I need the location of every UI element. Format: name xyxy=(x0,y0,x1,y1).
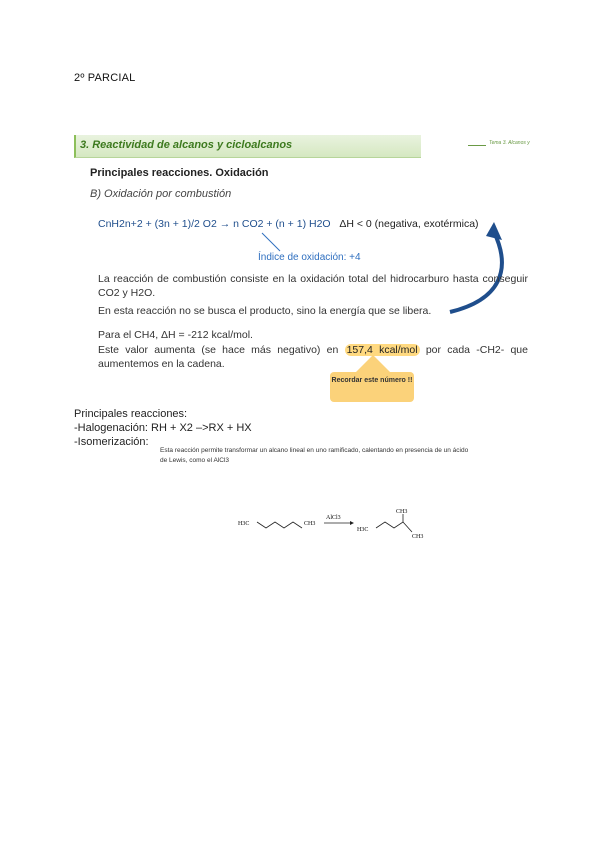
subtitle: Principales reacciones. Oxidación xyxy=(90,167,269,179)
oxidation-index-label: Índice de oxidación: +4 xyxy=(258,252,361,263)
reactions-heading: Principales reacciones: xyxy=(74,408,188,420)
right-end-label: CH3 xyxy=(304,521,316,527)
halogenation-line: -Halogenación: RH + X2 –>RX + HX xyxy=(74,422,252,434)
section-title: 3. Reactividad de alcanos y cicloalcanos xyxy=(80,139,293,151)
product-bottom-label: CH3 xyxy=(412,534,424,540)
page-heading: 2º PARCIAL xyxy=(74,72,136,84)
highlight-value: 157,4 kcal/mol xyxy=(346,344,418,356)
curved-arrow-head xyxy=(486,222,502,240)
paragraph-energy: En esta reacción no se busca el producto, sino la energía que se libera. xyxy=(98,305,432,317)
increase-post: por cada -CH2- que aumentemos en la cadena. xyxy=(98,344,528,370)
corner-note: Tema 3. Alcanos y xyxy=(489,140,530,146)
catalyst-label: AlCl3 xyxy=(326,515,341,521)
product-top-label: CH3 xyxy=(396,509,408,515)
callout-pointer xyxy=(356,355,390,372)
subsubtitle: B) Oxidación por combustión xyxy=(90,188,232,200)
linear-chain xyxy=(257,522,302,528)
isomerization-line: -Isomerización: xyxy=(74,436,149,448)
equation-enthalpy: ΔH < 0 (negativa, exotérmica) xyxy=(339,218,479,230)
reaction-arrowhead xyxy=(350,521,354,525)
paragraph-ch4: Para el CH4, ΔH = -212 kcal/mol. xyxy=(98,329,253,341)
paragraph-combustion: La reacción de combustión consiste en la oxidación total del hidrocarburo hasta conseguir CO2 y H2O. xyxy=(98,273,528,299)
callout-note: Recordar este número !! xyxy=(330,372,414,402)
product-left-label: H3C xyxy=(357,527,369,533)
equation-reactants: CnH2n+2 + (3n + 1)/2 O2 → n CO2 + (n + 1) H2O xyxy=(98,218,331,230)
paragraph-increase xyxy=(98,343,528,371)
branched-chain xyxy=(376,522,412,532)
isomerization-scheme xyxy=(230,505,430,550)
left-end-label: H3C xyxy=(238,521,250,527)
increase-pre: Este valor aumenta (se hace más negativo) en xyxy=(98,344,345,356)
isomerization-note: Esta reacción permite transformar un alcano lineal en uno ramificado, calentando en presencia de un ácido de Lewis, como el AlCl3 xyxy=(160,447,469,464)
oxidation-pointer-line xyxy=(262,233,280,251)
